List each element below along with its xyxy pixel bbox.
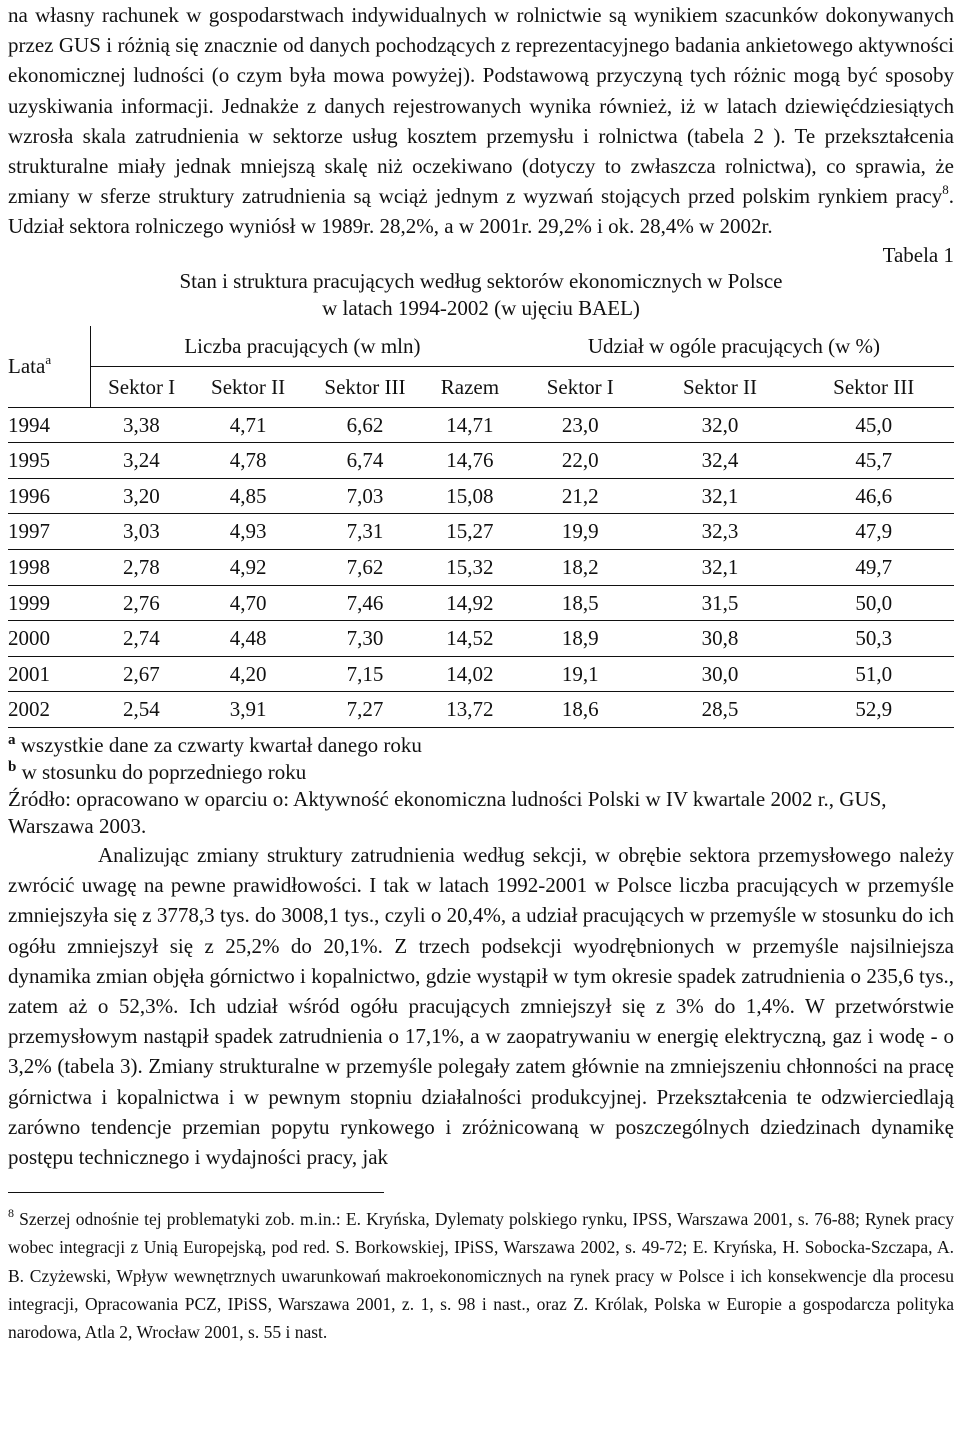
cell: 4,92	[192, 550, 304, 586]
document-page	[8, 0, 954, 1346]
cell-year: 1994	[8, 407, 91, 443]
col-header-count-sector-3: Sektor III	[304, 366, 426, 407]
cell: 14,52	[426, 621, 514, 657]
cell-year: 2000	[8, 621, 91, 657]
cell: 2,74	[91, 621, 193, 657]
intro-paragraph	[8, 0, 954, 242]
note-a-mark: a	[8, 731, 16, 748]
table-title-line-2: w latach 1994-2002 (w ujęciu BAEL)	[322, 295, 640, 320]
cell: 7,27	[304, 692, 426, 728]
cell: 2,76	[91, 585, 193, 621]
table-title-line-1: Stan i struktura pracujących według sektorów ekonomicznych w Polsce	[179, 268, 783, 293]
cell: 2,78	[91, 550, 193, 586]
group-header-count: Liczba pracujących (w mln)	[91, 326, 514, 367]
cell: 3,24	[91, 443, 193, 479]
cell: 14,71	[426, 407, 514, 443]
cell: 4,78	[192, 443, 304, 479]
cell: 4,85	[192, 478, 304, 514]
table-row	[8, 478, 954, 514]
year-header-sup: a	[45, 352, 52, 368]
col-header-share-sector-2: Sektor II	[647, 366, 794, 407]
cell-year: 1995	[8, 443, 91, 479]
cell: 50,3	[793, 621, 954, 657]
cell: 32,0	[647, 407, 794, 443]
cell: 23,0	[514, 407, 647, 443]
footnote-text: Szerzej odnośnie tej problematyki zob. m.in.: E. Kryńska, Dylematy polskiego rynku, IPSS, Warszawa 2001, s. 76-88; Rynek pracy wobec integracji z Unią Europejską, pod red. S. Borkowskiej, IPiSS, Warszawa 2002, s. 49-72; E. Kryńska, H. Sobocka-Szczapa, A. B. Czyżewski, Wpływ wewnętrznych uwarunkowań makroekonomicznych na rynek pracy w Polsce i ich konsekwencje dla procesu integracji, Opracowania PCZ, IPiSS, Warszawa 2001, z. 1, s. 98 i nast., oraz Z. Królak, Polska w Europie a gospodarcza polityka narodowa, Atla 2, Wrocław 2001, s. 55 i nast.	[8, 1209, 954, 1343]
cell-year: 2001	[8, 656, 91, 692]
table-row	[8, 656, 954, 692]
cell: 19,1	[514, 656, 647, 692]
cell: 7,62	[304, 550, 426, 586]
cell: 28,5	[647, 692, 794, 728]
table-body	[8, 407, 954, 727]
note-a-text: wszystkie dane za czwarty kwartał danego roku	[15, 732, 422, 757]
cell: 15,27	[426, 514, 514, 550]
cell: 15,08	[426, 478, 514, 514]
cell: 3,91	[192, 692, 304, 728]
cell: 2,54	[91, 692, 193, 728]
cell: 51,0	[793, 656, 954, 692]
cell: 15,32	[426, 550, 514, 586]
cell-year: 1997	[8, 514, 91, 550]
cell: 6,74	[304, 443, 426, 479]
footnote-number: 8	[8, 1206, 14, 1221]
col-header-count-total: Razem	[426, 366, 514, 407]
cell: 18,2	[514, 550, 647, 586]
table-label: Tabela 1	[882, 242, 954, 267]
cell: 19,9	[514, 514, 647, 550]
cell: 7,31	[304, 514, 426, 550]
table-row	[8, 443, 954, 479]
cell: 4,71	[192, 407, 304, 443]
cell: 49,7	[793, 550, 954, 586]
cell: 14,76	[426, 443, 514, 479]
cell-year: 1999	[8, 585, 91, 621]
cell: 22,0	[514, 443, 647, 479]
table-row	[8, 621, 954, 657]
cell: 2,67	[91, 656, 193, 692]
cell: 3,03	[91, 514, 193, 550]
footnote-8	[8, 1205, 954, 1346]
cell: 21,2	[514, 478, 647, 514]
cell: 7,15	[304, 656, 426, 692]
cell: 7,03	[304, 478, 426, 514]
footnote-divider	[8, 1192, 384, 1193]
cell: 32,3	[647, 514, 794, 550]
col-header-share-sector-1: Sektor I	[514, 366, 647, 407]
cell: 45,7	[793, 443, 954, 479]
cell-year: 1998	[8, 550, 91, 586]
cell: 4,20	[192, 656, 304, 692]
cell: 32,1	[647, 478, 794, 514]
table-notes	[8, 732, 954, 840]
col-header-count-sector-2: Sektor II	[192, 366, 304, 407]
table-row	[8, 550, 954, 586]
cell: 30,0	[647, 656, 794, 692]
cell: 47,9	[793, 514, 954, 550]
year-header-label: Lata	[8, 354, 46, 379]
cell: 4,93	[192, 514, 304, 550]
cell: 7,30	[304, 621, 426, 657]
cell: 18,5	[514, 585, 647, 621]
table-row	[8, 692, 954, 728]
cell: 30,8	[647, 621, 794, 657]
cell: 31,5	[647, 585, 794, 621]
intro-text-b: . Udział sektora rolniczego wyniósł w 1989r. 28,2%, a w 2001r. 29,2% i ok. 28,4% w 2002r.	[8, 184, 954, 239]
cell: 50,0	[793, 585, 954, 621]
footnote-ref-8[interactable]: 8	[942, 182, 949, 198]
table-row	[8, 514, 954, 550]
intro-text-a: na własny rachunek w gospodarstwach indywidualnych w rolnictwie są wynikiem szacunków dokonywanych przez GUS i różnią się znacznie od danych pochodzących z reprezentacyjnego badania ankietowego aktywności ekonomicznej ludności (o czym była mowa powyżej). Podstawową przyczyną tych różnic mogą być sposoby uzyskiwania informacji. Jednakże z danych rejestrowanych wynika również, iż w latach dziewięćdziesiątych wzrosła skala zatrudnienia w sektorze usług kosztem przemysłu i rolnictwa (tabela 2 ). Te przekształcenia strukturalne miały jednak mniejszą skalę niż oczekiwano (dotyczy to zwłaszcza rolnictwa), co sprawia, że zmiany w sferze struktury zatrudnienia są wciąż jednym z wyzwań stojących przed polskim rynkiem pracy	[8, 3, 954, 209]
table-row	[8, 407, 954, 443]
cell: 3,20	[91, 478, 193, 514]
cell: 13,72	[426, 692, 514, 728]
note-b-text: w stosunku do poprzedniego roku	[16, 759, 307, 784]
cell: 32,1	[647, 550, 794, 586]
col-header-share-sector-3: Sektor III	[793, 366, 954, 407]
employment-table	[8, 326, 954, 728]
cell: 14,92	[426, 585, 514, 621]
cell: 52,9	[793, 692, 954, 728]
cell: 32,4	[647, 443, 794, 479]
cell-year: 2002	[8, 692, 91, 728]
cell: 14,02	[426, 656, 514, 692]
table-row	[8, 585, 954, 621]
note-b	[8, 759, 954, 786]
body-paragraph: Analizując zmiany struktury zatrudnienia według sekcji, w obrębie sektora przemysłowego należy zwrócić uwagę na pewne prawidłowości. I tak w latach 1992-2001 w Polsce liczba pracujących w przemyśle zmniejszyła się z 3778,3 tys. do 3008,1 tys., czyli o 20,4%, a udział pracujących w przemyśle w stosunku do ich ogółu zmniejszył się z 25,2% do 20,1%. Z trzech podsekcji wyodrębnionych w przemyśle najsilniejsza dynamika zmian objęła górnictwo i kopalnictwo, gdzie wystąpił w tym okresie spadek zatrudnienia o 235,6 tys., zatem aż o 52,3%. Ich udział wśród ogółu pracujących zmniejszył się z 3% do 1,4%. W przetwórstwie przemysłowym nastąpił spadek zatrudnienia o 17,1%, a w zaopatrywaniu w energię elektryczną, gaz i wodę - o 3,2% (tabela 3). Zmiany strukturalne w przemyśle polegały zatem głównie na zmniejszeniu chłonności na pracę górnictwa i kopalnictwa i w pewnym stopniu działalności produkcyjnej. Przekształcenia te odzwierciedlają zarówno tendencje przemian popytu rynkowego i zróżnicowaną w poszczególnych dziedzinach dynamikę postępu technicznego i wydajności pracy, jak	[8, 842, 954, 1169]
table-source: Źródło: opracowano w oparciu o: Aktywność ekonomiczna ludności Polski w IV kwartale 2002 r., GUS, Warszawa 2003.	[8, 786, 887, 838]
cell: 18,6	[514, 692, 647, 728]
year-header	[8, 326, 91, 408]
note-a	[8, 732, 954, 759]
cell: 18,9	[514, 621, 647, 657]
cell: 46,6	[793, 478, 954, 514]
cell-year: 1996	[8, 478, 91, 514]
cell: 4,48	[192, 621, 304, 657]
cell: 45,0	[793, 407, 954, 443]
col-header-count-sector-1: Sektor I	[91, 366, 193, 407]
column-header-row	[8, 366, 954, 407]
group-header-share: Udział w ogóle pracujących (w %)	[514, 326, 954, 367]
cell: 4,70	[192, 585, 304, 621]
cell: 3,38	[91, 407, 193, 443]
cell: 7,46	[304, 585, 426, 621]
cell: 6,62	[304, 407, 426, 443]
note-b-mark: b	[8, 758, 17, 775]
